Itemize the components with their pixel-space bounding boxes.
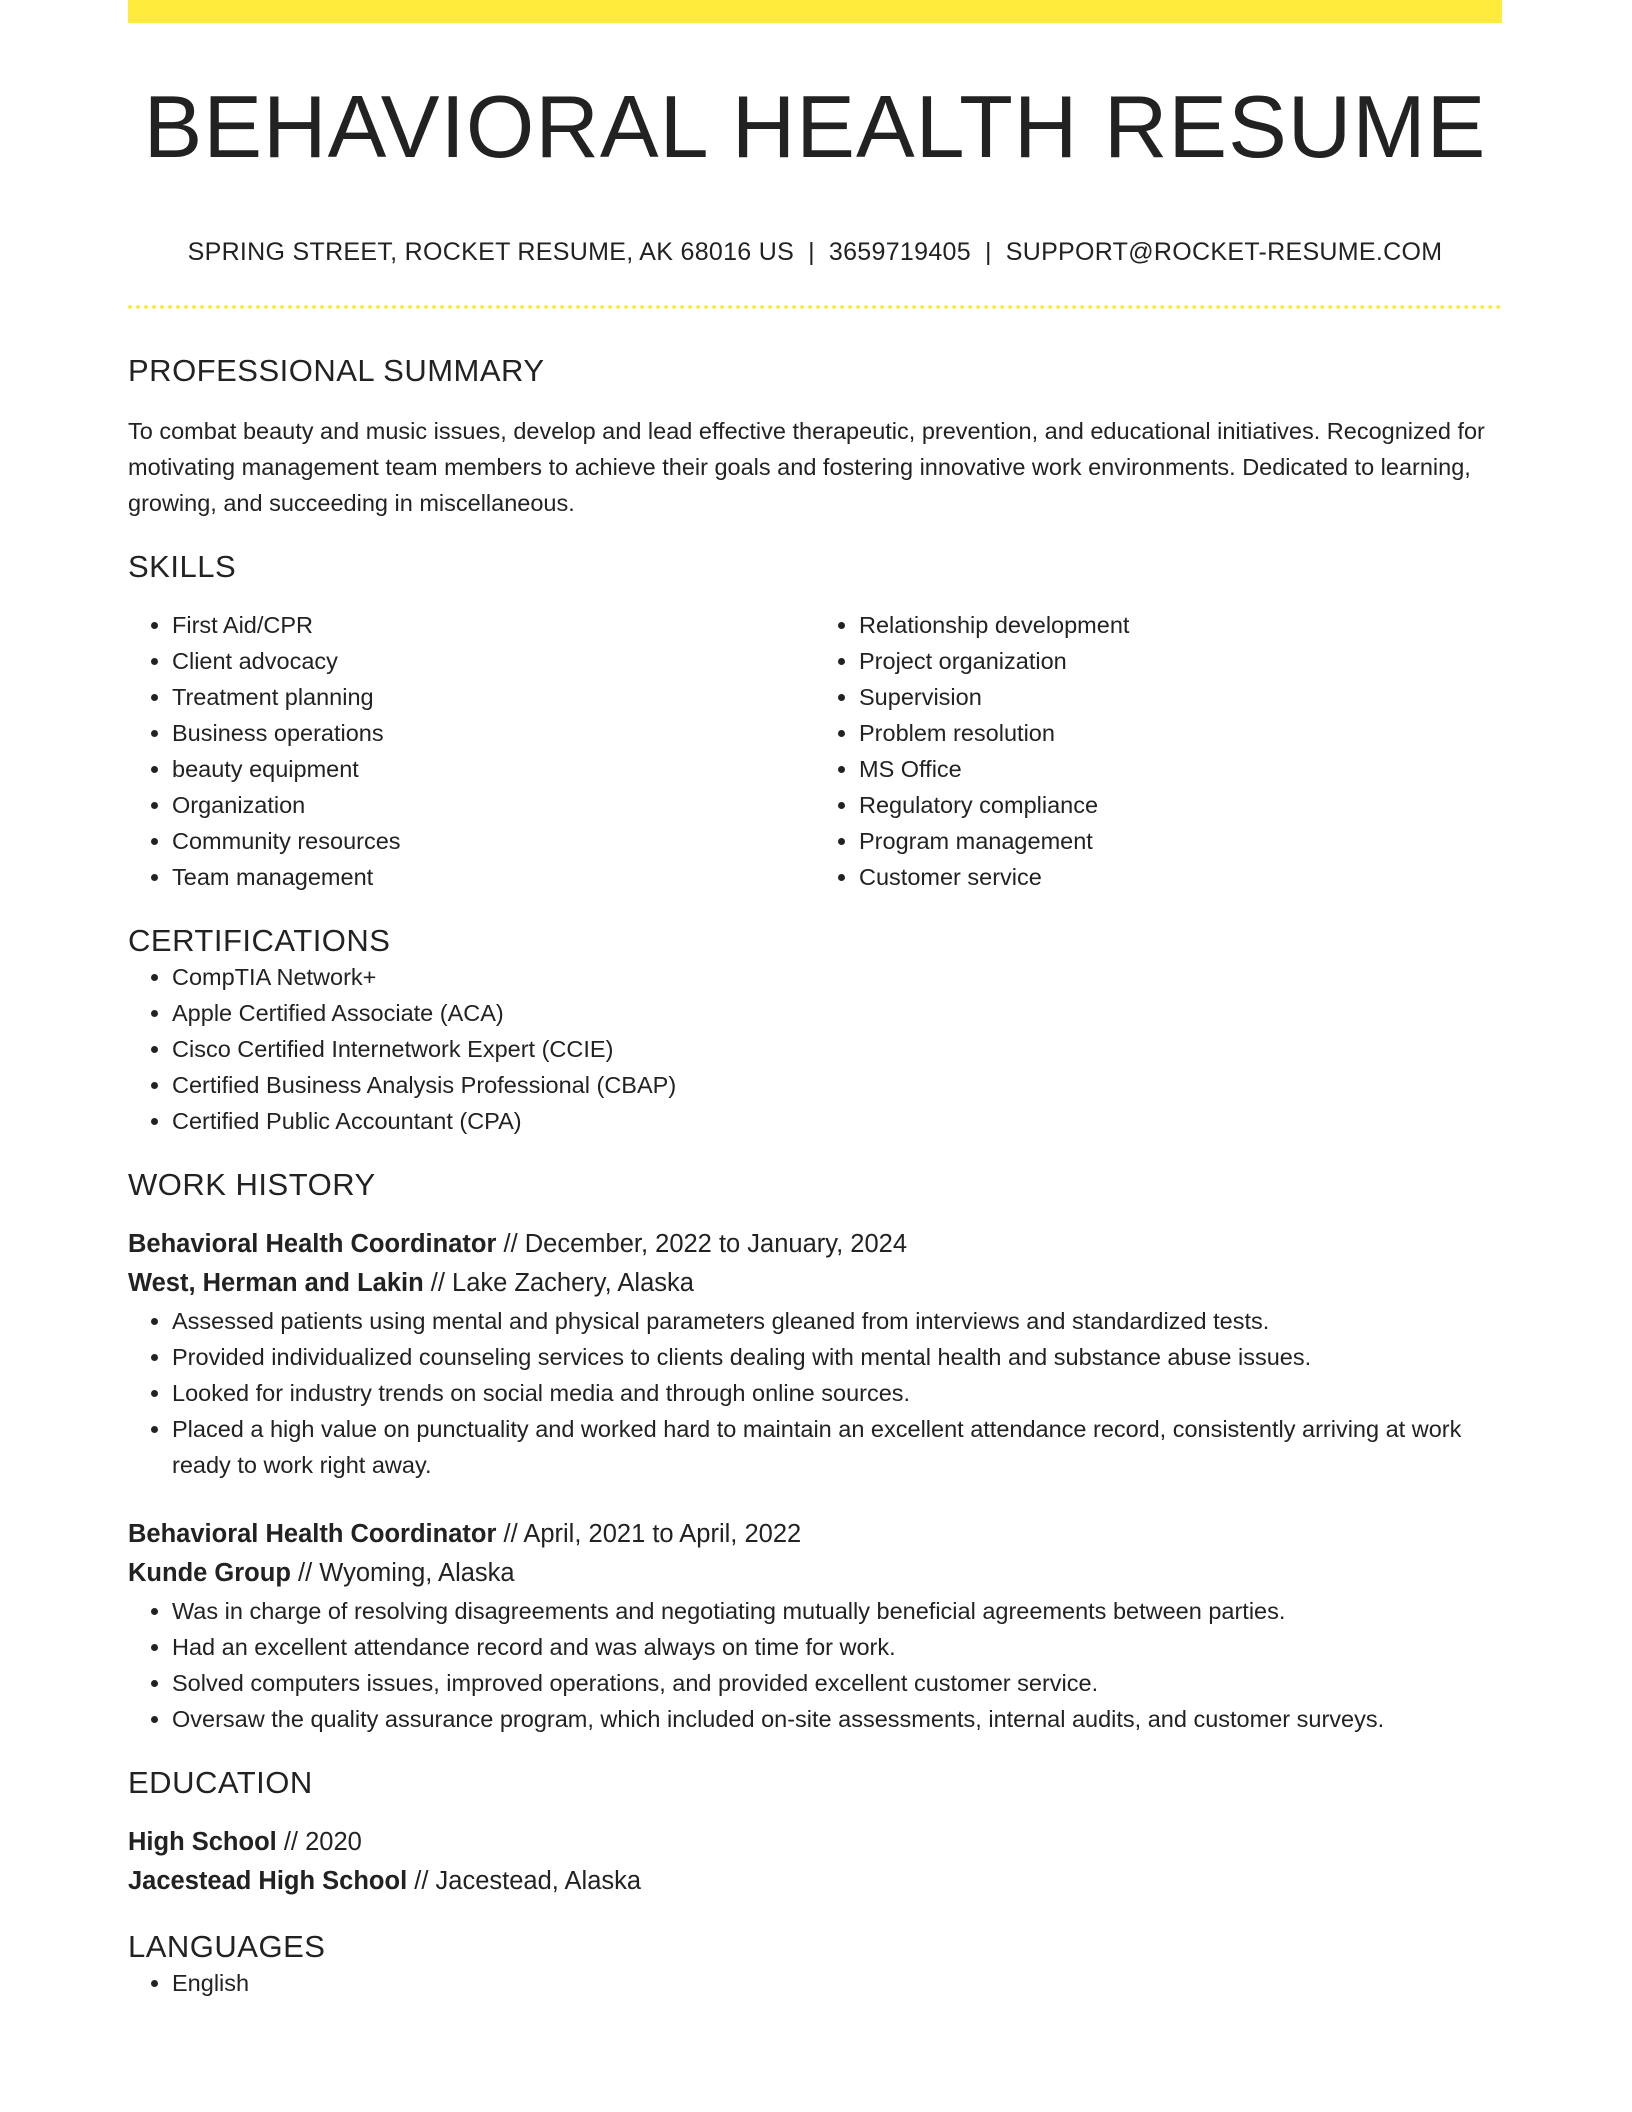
education-degree-line [128,1823,1502,1862]
resume-page [128,0,1502,2001]
job-title: Behavioral Health Coordinator [128,1519,497,1548]
certifications-heading: CERTIFICATIONS [128,922,391,958]
job-duty: • Solved computers issues, improved operations, and provided excellent customer service. [172,1665,1502,1701]
work-history-heading: WORK HISTORY [128,1166,376,1202]
languages-heading: LANGUAGES [128,1928,326,1964]
job-company-line [128,1264,1502,1303]
skill-item: • beauty equipment [172,751,815,787]
certification-item: • Certified Public Accountant (CPA) [172,1103,1502,1139]
job-location: // Wyoming, Alaska [290,1558,515,1587]
summary-heading: PROFESSIONAL SUMMARY [128,352,545,388]
education-location: // Jacestead, Alaska [407,1866,642,1895]
top-accent-bar [128,0,1502,23]
job-company-line [128,1554,1502,1593]
resume-title: BEHAVIORAL HEALTH RESUME [143,77,1487,176]
education-year: // 2020 [276,1827,362,1856]
certification-item: • CompTIA Network+ [172,959,1502,995]
certification-item: • Apple Certified Associate (ACA) [172,995,1502,1031]
contact-phone[interactable]: 3659719405 [828,237,971,266]
skill-item: • Regulatory compliance [859,787,1502,823]
job-entry [128,1225,1502,1483]
education-entry [128,1823,1502,1901]
job-title-line [128,1225,1502,1264]
job-duty: • Had an excellent attendance record and was always on time for work. [172,1629,1502,1665]
certification-item: • Cisco Certified Internetwork Expert (CCIE) [172,1031,1502,1067]
job-company: West, Herman and Lakin [128,1268,424,1297]
skill-item: • Program management [859,823,1502,859]
job-entry [128,1515,1502,1737]
skills-list-left [128,607,815,895]
contact-separator: | [808,237,815,266]
skill-item: • Business operations [172,715,815,751]
certification-item: • Certified Business Analysis Professional (CBAP) [172,1067,1502,1103]
skill-item: • Community resources [172,823,815,859]
skill-item: • Supervision [859,679,1502,715]
skill-item: • Treatment planning [172,679,815,715]
skill-item: • Customer service [859,859,1502,895]
contact-email[interactable]: SUPPORT@ROCKET-RESUME.COM [1005,237,1443,266]
skill-item: • MS Office [859,751,1502,787]
education-school-line [128,1862,1502,1901]
skills-columns [128,607,1502,895]
job-location: // Lake Zachery, Alaska [423,1268,694,1297]
job-title-line [128,1515,1502,1554]
skill-item: • Project organization [859,643,1502,679]
contact-address: SPRING STREET, ROCKET RESUME, AK 68016 US [187,237,795,266]
job-duty: • Assessed patients using mental and physical parameters gleaned from interviews and standardized tests. [172,1303,1502,1339]
job-duty: • Placed a high value on punctuality and worked hard to maintain an excellent attendance record, consistently arriving at work ready to work right away. [172,1411,1502,1483]
job-duty: • Looked for industry trends on social media and through online sources. [172,1375,1502,1411]
certifications-list [128,959,1502,1139]
languages-list [128,1965,1502,2001]
job-duties-list [128,1303,1502,1483]
skill-item: • Organization [172,787,815,823]
language-item: • English [172,1965,1502,2001]
skill-item: • Problem resolution [859,715,1502,751]
education-degree: High School [128,1827,277,1856]
skills-heading: SKILLS [128,548,237,584]
job-company: Kunde Group [128,1558,291,1587]
skill-item: • Relationship development [859,607,1502,643]
job-duty: • Was in charge of resolving disagreements and negotiating mutually beneficial agreements between parties. [172,1593,1502,1629]
education-heading: EDUCATION [128,1764,313,1800]
skill-item: • Team management [172,859,815,895]
summary-text: To combat beauty and music issues, develop and lead effective therapeutic, prevention, and educational initiatives. Recognized for motivating management team members to achieve their goals and fostering innovative work environments. Dedicated to learning, growing, and succeeding in miscellaneous. [128,417,1485,516]
job-duty: • Provided individualized counseling services to clients dealing with mental health and substance abuse issues. [172,1339,1502,1375]
skills-list-right [815,607,1502,895]
skill-item: • Client advocacy [172,643,815,679]
skill-item: • First Aid/CPR [172,607,815,643]
job-dates: // December, 2022 to January, 2024 [496,1229,908,1258]
job-title: Behavioral Health Coordinator [128,1229,497,1258]
contact-separator: | [984,237,992,266]
contact-line [128,238,1502,267]
header-divider [128,305,1502,309]
job-duties-list [128,1593,1502,1737]
job-duty: • Oversaw the quality assurance program, which included on-site assessments, internal audits, and customer surveys. [172,1701,1502,1737]
job-dates: // April, 2021 to April, 2022 [496,1519,802,1548]
education-school: Jacestead High School [128,1866,408,1895]
